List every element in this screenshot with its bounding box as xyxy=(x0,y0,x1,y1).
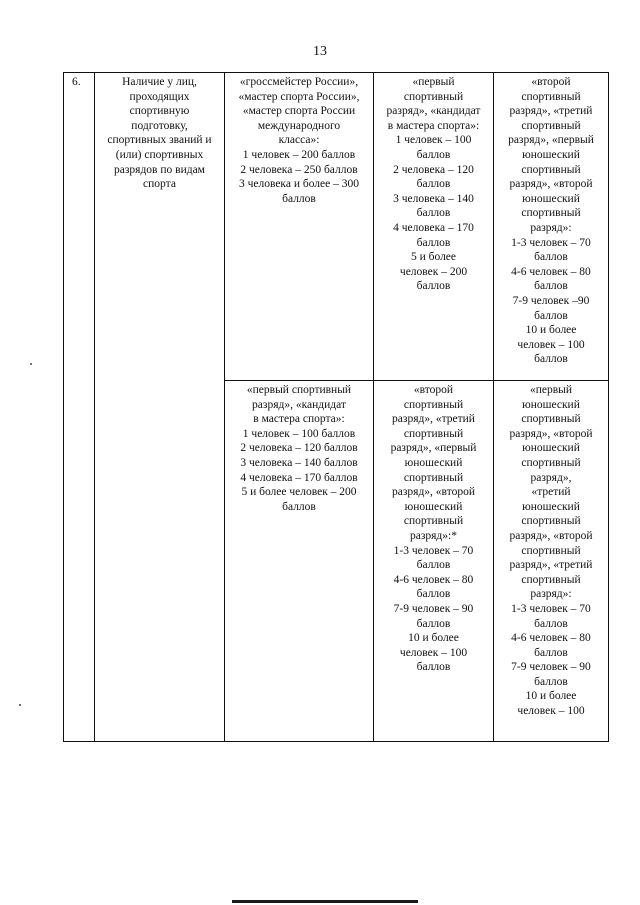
cell-line: спортивный xyxy=(521,544,581,557)
cell-line: спортивный xyxy=(403,471,464,484)
cell-line: разряд», «второй xyxy=(509,529,593,542)
cell-line: баллов xyxy=(534,309,568,322)
cell-line: баллов xyxy=(416,207,451,220)
sub1-col1-cell xyxy=(225,73,374,381)
cell-line: 2 человека – 120 xyxy=(393,163,474,176)
cell-line: 3 человека – 140 баллов xyxy=(240,456,358,469)
cell-line: спортивный xyxy=(403,398,464,411)
cell-line: баллов xyxy=(534,617,568,630)
cell-line: спортивный xyxy=(403,515,464,528)
cell-line: баллов xyxy=(534,251,568,264)
cell-line: 7-9 человек –90 xyxy=(512,294,590,307)
sub2-col3-cell xyxy=(494,381,609,742)
cell-line: разряд»: xyxy=(530,588,572,601)
cell-line: 2 человека – 120 баллов xyxy=(240,442,358,455)
cell-line: разряд», xyxy=(530,471,572,484)
cell-line: баллов xyxy=(282,500,316,513)
cell-line: 1 человек – 100 xyxy=(395,134,472,147)
cell-line: 3 человека и более – 300 xyxy=(238,178,360,191)
sub2-col2-cell xyxy=(374,381,494,742)
cell-line: 1-3 человек – 70 xyxy=(511,236,591,249)
cell-line: разряд», «кандидат xyxy=(252,398,346,411)
cell-line: спортивный xyxy=(521,163,581,176)
cell-line: «второй xyxy=(413,384,454,396)
cell-line: 1 человек – 200 баллов xyxy=(242,148,356,161)
sub1-col2-cell xyxy=(374,73,494,381)
cell-line: 1-3 человек – 70 xyxy=(393,544,474,557)
cell-line: юношеский xyxy=(404,500,463,513)
cell-line: юношеский xyxy=(522,500,580,513)
cell-line: спортивную xyxy=(129,105,190,118)
cell-line: юношеский xyxy=(522,148,580,161)
cell-line: человек – 100 xyxy=(517,705,585,718)
cell-line: спортивных званий и xyxy=(107,134,212,147)
cell-line: баллов xyxy=(534,646,568,659)
cell-line: спортивный xyxy=(521,515,581,528)
cell-line: в мастера спорта»: xyxy=(253,413,345,426)
cell-line: 5 и более xyxy=(410,251,457,264)
cell-line: баллов xyxy=(416,588,451,601)
cell-line: баллов xyxy=(416,148,451,161)
cell-line: разряд», «первый xyxy=(390,442,477,455)
cell-line: 7-9 человек – 90 xyxy=(393,602,474,615)
cell-line: спорта xyxy=(143,178,176,191)
cell-line: 4 человека – 170 xyxy=(393,221,474,234)
cell-line: спортивный xyxy=(521,119,581,132)
cell-line: юношеский xyxy=(522,398,580,411)
cell-line: баллов xyxy=(534,675,568,688)
bottom-rule xyxy=(232,900,418,903)
cell-line: спортивный xyxy=(521,413,581,426)
cell-line: спортивный xyxy=(521,573,581,586)
cell-line: 4 человека – 170 баллов xyxy=(240,471,358,484)
cell-line: баллов xyxy=(416,178,451,191)
cell-line: подготовку, xyxy=(131,119,188,132)
cell-line: «третий xyxy=(531,486,571,499)
cell-line: 1 человек – 100 баллов xyxy=(242,427,356,440)
cell-line: класса»: xyxy=(278,134,320,147)
cell-line: баллов xyxy=(416,280,451,293)
cell-line: спортивный xyxy=(403,90,464,103)
cell-line: баллов xyxy=(534,353,568,366)
cell-line: в мастера спорта»: xyxy=(387,119,480,132)
cell-line: «гроссмейстер России», xyxy=(239,76,359,88)
cell-line: международного xyxy=(257,119,341,132)
cell-line: разрядов по видам xyxy=(114,163,205,176)
cell-line: разряд», «третий xyxy=(509,105,593,118)
cell-line: «мастер спорта России», xyxy=(238,90,360,103)
criterion-cell xyxy=(95,73,225,742)
cell-line: 5 и более человек – 200 xyxy=(241,486,357,499)
cell-line: 10 и более xyxy=(525,690,577,703)
cell-line: баллов xyxy=(416,236,451,249)
cell-line: баллов xyxy=(282,192,316,205)
cell-line: 2 человека – 250 баллов xyxy=(240,163,358,176)
cell-line: «первый xyxy=(412,76,455,88)
sub2-col1-cell xyxy=(225,381,374,742)
cell-line: 4-6 человек – 80 xyxy=(393,573,474,586)
cell-line: Наличие у лиц, xyxy=(122,76,197,88)
cell-line: «второй xyxy=(531,76,571,88)
cell-line: «первый спортивный xyxy=(246,384,352,396)
cell-line: 4-6 человек – 80 xyxy=(511,632,591,645)
cell-line: «мастер спорта России xyxy=(242,105,356,118)
cell-line: разряд», «первый xyxy=(508,134,594,147)
cell-line: 4-6 человек – 80 xyxy=(511,265,591,278)
cell-line: человек – 200 xyxy=(399,265,468,278)
cell-line: человек – 100 xyxy=(517,338,585,351)
cell-line: юношеский xyxy=(522,192,580,205)
scan-speck xyxy=(19,704,21,706)
cell-line: разряд», «второй xyxy=(509,178,593,191)
cell-line: 10 и более xyxy=(408,632,459,645)
cell-line: проходящих xyxy=(129,90,190,103)
cell-line: 3 человека – 140 xyxy=(393,192,474,205)
cell-line: разряд», «второй xyxy=(509,427,593,440)
cell-line: разряд»:* xyxy=(410,529,457,542)
cell-line: юношеский xyxy=(404,456,463,469)
cell-line: юношеский xyxy=(522,442,580,455)
cell-line: баллов xyxy=(534,280,568,293)
cell-line: баллов xyxy=(416,559,451,572)
cell-line: разряд», «третий xyxy=(509,559,593,572)
cell-line: спортивный xyxy=(521,90,581,103)
cell-line: спортивный xyxy=(521,207,581,220)
criteria-table xyxy=(63,72,609,742)
cell-line: баллов xyxy=(416,661,451,674)
row-number: 6. xyxy=(64,73,95,742)
cell-line: человек – 100 xyxy=(399,646,468,659)
cell-line: «первый xyxy=(529,384,573,396)
cell-line: 1-3 человек – 70 xyxy=(511,602,591,615)
cell-line: разряд»: xyxy=(530,221,572,234)
cell-line: спортивный xyxy=(403,427,464,440)
scan-speck xyxy=(30,363,32,365)
cell-line: спортивный xyxy=(521,456,581,469)
cell-line: (или) спортивных xyxy=(115,148,204,161)
table-row xyxy=(64,73,609,381)
cell-line: разряд», «второй xyxy=(392,486,475,499)
cell-line: 7-9 человек – 90 xyxy=(511,661,591,674)
cell-line: разряд», «третий xyxy=(392,413,475,426)
cell-line: баллов xyxy=(416,617,451,630)
cell-line: разряд», «кандидат xyxy=(386,105,481,118)
cell-line: 10 и более xyxy=(525,324,577,337)
sub1-col3-cell xyxy=(494,73,609,381)
page-number: 13 xyxy=(313,44,327,59)
